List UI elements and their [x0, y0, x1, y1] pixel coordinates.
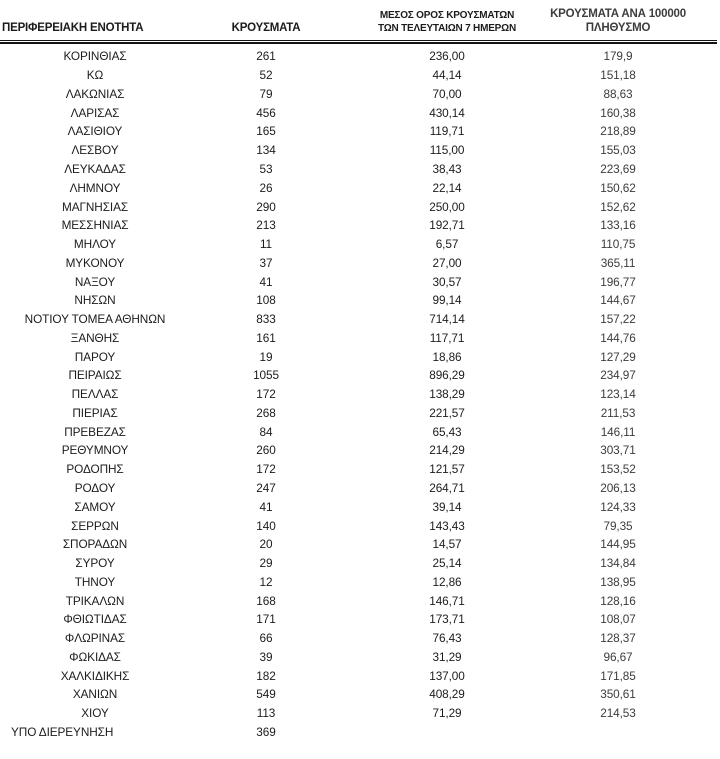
cases-per-100k-cell: 234,97 [600, 368, 636, 383]
header-cases-per-100k-line1: ΚΡΟΥΣΜΑΤΑ ΑΝΑ 100000 [550, 8, 686, 20]
table-row [0, 629, 717, 648]
regional-unit-cell: ΛΑΚΩΝΙΑΣ [65, 86, 125, 101]
cases-per-100k-cell: 155,03 [600, 143, 636, 158]
table-row [0, 253, 717, 272]
regional-unit-cell: ΠΙΕΡΙΑΣ [72, 405, 118, 420]
table-row [0, 47, 717, 66]
cases-cell: 134 [256, 143, 276, 158]
cases-per-100k-cell: 127,29 [600, 349, 636, 364]
table-row [0, 441, 717, 460]
table-row [0, 554, 717, 573]
table-row [0, 216, 717, 235]
regional-unit-cell: ΚΩ [86, 68, 104, 83]
avg-7day-cell: 71,29 [432, 706, 462, 721]
avg-7day-cell: 39,14 [432, 499, 462, 514]
cases-per-100k-cell: 110,75 [600, 237, 636, 252]
avg-7day-cell: 236,00 [429, 49, 465, 64]
cases-per-100k-cell: 133,16 [600, 218, 636, 233]
avg-7day-cell: 6,57 [435, 237, 459, 252]
cases-per-100k-cell: 144,76 [600, 330, 636, 345]
cases-per-100k-cell: 151,18 [600, 68, 636, 83]
avg-7day-cell: 38,43 [432, 161, 462, 176]
regional-unit-cell: ΠΕΙΡΑΙΩΣ [68, 368, 122, 383]
regional-unit-cell: ΜΥΚΟΝΟΥ [65, 255, 125, 270]
cases-cell: 20 [259, 537, 273, 552]
cases-cell: 79 [259, 86, 273, 101]
avg-7day-cell: 264,71 [429, 480, 465, 495]
avg-7day-cell: 115,00 [429, 143, 465, 158]
header-cases-per-100k-line2: ΠΛΗΘΥΣΜΟ [585, 21, 651, 34]
avg-7day-cell: 70,00 [432, 86, 462, 101]
regional-unit-cell: ΣΕΡΡΩΝ [71, 518, 119, 533]
table-row [0, 141, 717, 160]
avg-7day-cell: 430,14 [429, 105, 465, 120]
cases-per-100k-cell: 144,67 [600, 293, 636, 308]
cases-per-100k-cell: 350,61 [600, 687, 636, 702]
cases-per-100k-cell: 214,53 [600, 706, 636, 721]
cases-cell: 53 [259, 161, 273, 176]
avg-7day-cell: 25,14 [432, 556, 462, 571]
avg-7day-cell: 119,71 [429, 124, 465, 139]
cases-cell: 172 [256, 387, 276, 402]
regional-unit-cell: ΣΥΡΟΥ [75, 556, 115, 571]
regional-unit-cell: ΡΕΘΥΜΝΟΥ [61, 443, 129, 458]
avg-7day-cell: 121,57 [429, 462, 465, 477]
regional-unit-cell: ΠΡΕΒΕΖΑΣ [64, 424, 126, 439]
avg-7day-cell: 192,71 [429, 218, 465, 233]
table-row [0, 404, 717, 423]
cases-cell: 12 [259, 574, 273, 589]
cases-cell: 66 [259, 631, 273, 646]
avg-7day-cell: 250,00 [429, 199, 465, 214]
cases-cell: 29 [259, 556, 273, 571]
header-avg-7day-line1: ΜΕΣΟΣ ΟΡΟΣ ΚΡΟΥΣΜΑΤΩΝ [379, 10, 515, 21]
regional-unit-cell: ΦΩΚΙΔΑΣ [69, 649, 121, 664]
regional-unit-cell: ΡΟΔΟΥ [74, 480, 116, 495]
cases-cell: 37 [259, 255, 273, 270]
table-row [0, 122, 717, 141]
cases-cell: 113 [256, 706, 276, 721]
regional-unit-cell: ΜΑΓΝΗΣΙΑΣ [61, 199, 129, 214]
cases-per-100k-cell: 124,33 [600, 499, 636, 514]
regional-unit-cell: ΠΕΛΛΑΣ [71, 387, 119, 402]
cases-cell: 52 [259, 68, 273, 83]
cases-cell: 247 [256, 480, 276, 495]
table-row [0, 685, 717, 704]
avg-7day-cell: 12,86 [432, 574, 462, 589]
cases-per-100k-cell: 196,77 [600, 274, 636, 289]
avg-7day-cell: 27,00 [432, 255, 462, 270]
table-row [0, 178, 717, 197]
regional-unit-cell: ΛΑΣΙΘΙΟΥ [67, 124, 123, 139]
table-row [0, 535, 717, 554]
cases-cell: 268 [256, 405, 276, 420]
regional-unit-cell: ΣΠΟΡΑΔΩΝ [62, 537, 128, 552]
regional-unit-cell: ΧΑΝΙΩΝ [72, 687, 118, 702]
table-row [0, 591, 717, 610]
cases-cell: 171 [256, 612, 276, 627]
cases-per-100k-cell: 96,67 [603, 649, 633, 664]
regional-unit-cell: ΠΑΡΟΥ [74, 349, 116, 364]
regional-unit-cell: ΦΘΙΩΤΙΔΑΣ [63, 612, 127, 627]
avg-7day-cell: 18,86 [432, 349, 462, 364]
cases-cell: 39 [259, 649, 273, 664]
avg-7day-cell: 117,71 [429, 330, 465, 345]
cases-cell: 41 [259, 274, 273, 289]
avg-7day-cell: 714,14 [429, 312, 465, 327]
table-row [0, 291, 717, 310]
cases-per-100k-cell: 134,84 [600, 556, 636, 571]
cases-per-100k-cell: 365,11 [600, 255, 636, 270]
cases-per-100k-cell: 157,22 [600, 312, 636, 327]
cases-per-100k-cell: 128,16 [600, 593, 636, 608]
table-row [0, 479, 717, 498]
avg-7day-cell: 138,29 [429, 387, 465, 402]
regional-unit-cell: ΛΕΣΒΟΥ [71, 143, 119, 158]
avg-7day-cell: 896,29 [429, 368, 465, 383]
regional-unit-cell: ΤΡΙΚΑΛΩΝ [65, 593, 125, 608]
table-row [0, 328, 717, 347]
cases-per-100k-cell: 206,13 [600, 480, 636, 495]
cases-per-100k-cell: 108,07 [600, 612, 636, 627]
cases-per-100k-cell: 152,62 [600, 199, 636, 214]
cases-per-100k-cell: 160,38 [600, 105, 636, 120]
regional-unit-cell: ΛΗΜΝΟΥ [69, 180, 121, 195]
regional-unit-cell: ΤΗΝΟΥ [74, 574, 116, 589]
avg-7day-cell: 408,29 [429, 687, 465, 702]
cases-cell: 11 [259, 237, 273, 252]
regional-unit-cell: ΜΕΣΣΗΝΙΑΣ [61, 218, 129, 233]
regional-unit-cell: ΡΟΔΟΠΗΣ [66, 462, 124, 477]
regional-unit-cell: ΛΑΡΙΣΑΣ [70, 105, 120, 120]
avg-7day-cell: 99,14 [432, 293, 462, 308]
cases-per-100k-cell: 211,53 [600, 405, 636, 420]
avg-7day-cell: 22,14 [432, 180, 462, 195]
table-row [0, 666, 717, 685]
cases-per-100k-cell: 128,37 [600, 631, 636, 646]
avg-7day-cell: 214,29 [429, 443, 465, 458]
table-row [0, 197, 717, 216]
cases-cell: 84 [259, 424, 273, 439]
table-row [0, 610, 717, 629]
table-row [0, 160, 717, 179]
header-cases-per-100k [552, 8, 684, 35]
cases-cell: 26 [259, 180, 273, 195]
cases-cell: 161 [256, 330, 276, 345]
table-header-row [0, 8, 717, 35]
table-row [0, 723, 717, 742]
cases-cell: 261 [256, 49, 276, 64]
table-row [0, 85, 717, 104]
regional-unit-cell: ΣΑΜΟΥ [74, 499, 116, 514]
cases-cell: 369 [256, 724, 276, 739]
cases-cell: 833 [256, 312, 276, 327]
cases-cell: 140 [256, 518, 276, 533]
avg-7day-cell: 44,14 [432, 68, 462, 83]
cases-per-100k-cell: 171,85 [600, 668, 636, 683]
table-row [0, 704, 717, 723]
cases-per-100k-cell: 88,63 [603, 86, 633, 101]
cases-per-100k-cell: 146,11 [600, 424, 636, 439]
cases-cell: 41 [259, 499, 273, 514]
table-row [0, 385, 717, 404]
regional-unit-cell: ΝΟΤΙΟΥ ΤΟΜΕΑ ΑΘΗΝΩΝ [24, 312, 166, 327]
table-row [0, 272, 717, 291]
avg-7day-cell: 30,57 [432, 274, 462, 289]
table-row [0, 497, 717, 516]
cases-per-100k-cell: 179,9 [603, 49, 633, 64]
header-regional-unit: ΠΕΡΙΦΕΡΕΙΑΚΗ ΕΝΟΤΗΤΑ [2, 22, 144, 34]
cases-per-100k-cell: 223,69 [600, 161, 636, 176]
table-row [0, 347, 717, 366]
table-row [0, 572, 717, 591]
regional-unit-cell: ΛΕΥΚΑΔΑΣ [64, 161, 126, 176]
avg-7day-cell: 146,71 [429, 593, 465, 608]
table-row [0, 310, 717, 329]
regional-unit-cell: ΦΛΩΡΙΝΑΣ [64, 631, 126, 646]
cases-cell: 456 [256, 105, 276, 120]
cases-per-100k-cell: 123,14 [600, 387, 636, 402]
cases-cell: 213 [256, 218, 276, 233]
cases-per-100k-cell: 303,71 [600, 443, 636, 458]
header-cases: ΚΡΟΥΣΜΑΤΑ [231, 22, 301, 34]
regional-unit-cell: ΝΑΞΟΥ [74, 274, 116, 289]
regional-unit-cell: ΞΑΝΘΗΣ [70, 330, 120, 345]
regional-unit-cell: ΧΑΛΚΙΔΙΚΗΣ [60, 668, 130, 683]
avg-7day-cell: 76,43 [432, 631, 462, 646]
header-avg-7day [342, 10, 552, 35]
regional-unit-cell: ΧΙΟΥ [81, 706, 109, 721]
avg-7day-cell: 173,71 [429, 612, 465, 627]
header-rule-thin [0, 40, 717, 41]
avg-7day-cell: 14,57 [432, 537, 462, 552]
cases-cell: 19 [259, 349, 273, 364]
avg-7day-cell: 65,43 [432, 424, 462, 439]
avg-7day-cell: 137,00 [429, 668, 465, 683]
table-row [0, 66, 717, 85]
cases-per-100k-cell: 153,52 [600, 462, 636, 477]
table-row [0, 366, 717, 385]
avg-7day-cell: 143,43 [429, 518, 465, 533]
regional-unit-cell: ΝΗΣΩΝ [74, 293, 116, 308]
avg-7day-cell: 221,57 [429, 405, 465, 420]
cases-cell: 1055 [253, 368, 279, 383]
cases-per-100k-cell: 79,35 [603, 518, 633, 533]
cases-cell: 108 [256, 293, 276, 308]
cases-cell: 290 [256, 199, 276, 214]
table-row [0, 460, 717, 479]
cases-cell: 182 [256, 668, 276, 683]
cases-per-100k-cell: 150,62 [600, 180, 636, 195]
regional-unit-cell: ΥΠΟ ΔΙΕΡΕΥΝΗΣΗ [11, 724, 114, 739]
cases-cell: 165 [256, 124, 276, 139]
table-row [0, 648, 717, 667]
table-row [0, 422, 717, 441]
cases-cell: 549 [256, 687, 276, 702]
cases-per-100k-cell: 144,95 [600, 537, 636, 552]
regional-unit-cell: ΜΗΛΟΥ [73, 237, 117, 252]
table-row [0, 103, 717, 122]
regional-unit-cell: ΚΟΡΙΝΘΙΑΣ [63, 49, 127, 64]
cases-per-100k-cell: 218,89 [600, 124, 636, 139]
table-row [0, 516, 717, 535]
table-row [0, 235, 717, 254]
cases-cell: 260 [256, 443, 276, 458]
cases-cell: 168 [256, 593, 276, 608]
header-avg-7day-line2: ΤΩΝ ΤΕΛΕΥΤΑΙΩΝ 7 ΗΜΕΡΩΝ [378, 22, 516, 34]
avg-7day-cell: 31,29 [432, 649, 462, 664]
cases-cell: 172 [256, 462, 276, 477]
table-body [0, 44, 717, 741]
cases-per-100k-cell: 138,95 [600, 574, 636, 589]
